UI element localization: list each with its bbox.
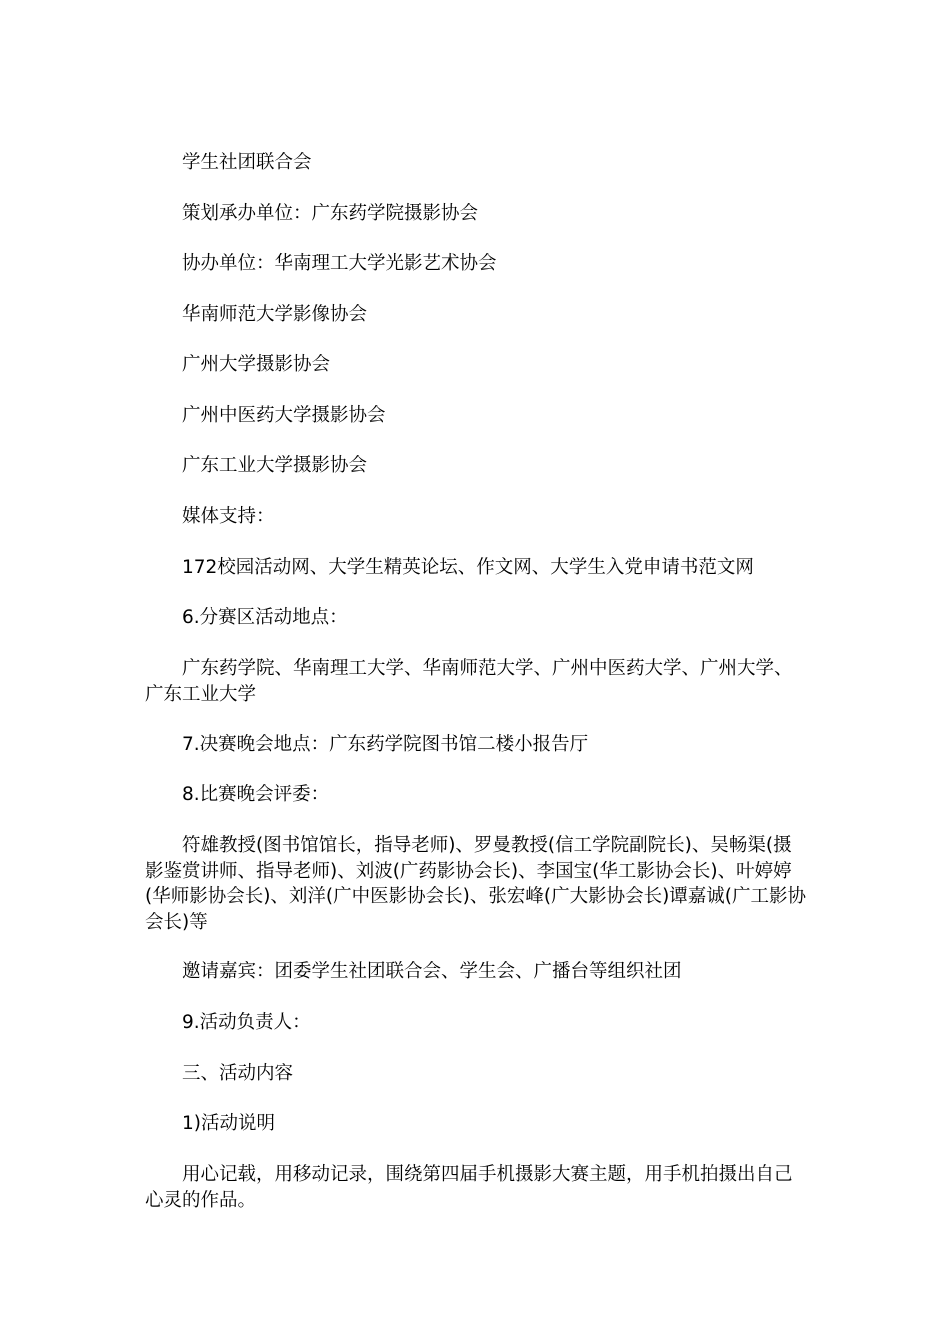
section-heading-activity-content: 三、活动内容 [182, 1063, 294, 1084]
paragraph-co-organizer-gzucm: 广州中医药大学摄影协会 [182, 405, 386, 426]
paragraph-co-organizer-gdut: 广东工业大学摄影协会 [182, 455, 368, 476]
paragraph-activity-description-heading: 1)活动说明 [182, 1113, 275, 1134]
paragraph-media-support-heading: 媒体支持： [182, 506, 275, 527]
paragraph-co-organizer-scnu: 华南师范大学影像协会 [182, 304, 368, 325]
paragraph-judges-heading: 8.比赛晚会评委： [182, 784, 330, 805]
paragraph-co-organizer-gzhu: 广州大学摄影协会 [182, 354, 331, 375]
paragraph-media-support-list: 172校园活动网、大学生精英论坛、作文网、大学生入党申请书范文网 [182, 557, 754, 578]
paragraph-division-venues-list: 广东药学院、华南理工大学、华南师范大学、广州中医药大学、广州大学、广东工业大学 [145, 658, 793, 705]
paragraph-organizer-union: 学生社团联合会 [182, 152, 312, 173]
paragraph-final-venue: 7.决赛晚会地点：广东药学院图书馆二楼小报告厅 [182, 734, 589, 755]
paragraph-co-organizer: 协办单位：华南理工大学光影艺术协会 [182, 253, 497, 274]
paragraph-activity-description: 用心记载，用移动记录，围绕第四届手机摄影大赛主题，用手机拍摄出自己心灵的作品。 [145, 1164, 793, 1211]
paragraph-judges-list: 符雄教授(图书馆馆长，指导老师)、罗曼教授(信工学院副院长)、吴畅渠(摄影鉴赏讲师、指导老师)、刘波(广药影协会长)、李国宝(华工影协会长)、叶婷婷(华师影协会长)、刘洋(广中医影协会长)、张宏峰(广大影协会长)谭嘉诚(广工影协会长)等 [145, 835, 807, 933]
paragraph-division-venues-heading: 6.分赛区活动地点： [182, 607, 348, 628]
paragraph-invited-guests: 邀请嘉宾：团委学生社团联合会、学生会、广播台等组织社团 [182, 961, 682, 982]
paragraph-host-unit: 策划承办单位：广东药学院摄影协会 [182, 203, 479, 224]
paragraph-activity-lead: 9.活动负责人： [182, 1012, 311, 1033]
